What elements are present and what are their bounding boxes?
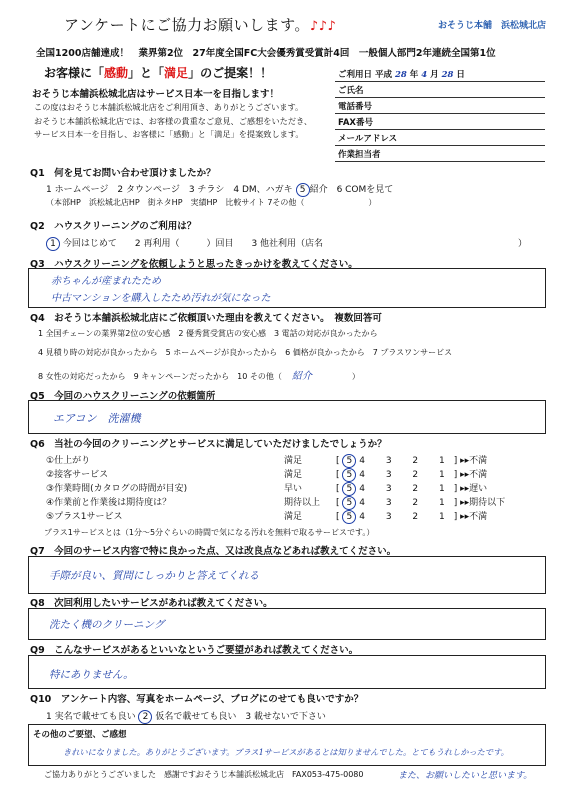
other-hand1: きれいになりました。ありがとうございます。プラス1サービスがあるとは知りませんでした。とてもうれしかったです。 (63, 747, 509, 757)
q3-hand2: 中古マンションを購入したため汚れが気になった (51, 293, 271, 304)
footer-shop: おそうじ本舗浜松城北店 FAX053-475-0080 (196, 770, 364, 779)
q6-row-4: ④作業前と作業後は期待度は？ (46, 498, 172, 508)
q5-label: Q5 今回のハウスクリーニングの依頼箇所 (30, 391, 216, 402)
q2-selected: 1 (46, 237, 60, 251)
q6-row-5: ⑤プラス1サービス (46, 512, 123, 522)
footer-thanks: ご協力ありがとうございました 感謝です。 (44, 770, 204, 779)
proposal-heading: お客様に「感動」と「満足」のご提案！！ (44, 66, 273, 80)
q6-row-1: ①仕上がり (46, 456, 91, 466)
q6-plus-note: プラス1サービスとは（1分～5分ぐらいの時間で気になる汚れを無料で取るサービスです。） (44, 528, 375, 537)
banner: 全国1200店舗達成！ 業界第2位 27年度全国FC大会優秀賞受賞計4回 一般個人部門2年連続全国第1位 (36, 48, 496, 59)
q2-close: ） (518, 239, 528, 249)
phone-field: 電話番号 (335, 98, 545, 114)
q6-rows (46, 453, 546, 525)
q2-options: 1 今回はじめて 2 再利用（ ）回目 3 他社利用（店名 (46, 236, 323, 251)
q7-hand: 手際が良い、質問にしっかりと答えてくれる (49, 570, 259, 582)
q2-label: Q2 ハウスクリーニングのご利用は？ (30, 221, 197, 232)
q9-label: Q9 こんなサービスがあるといいなというご要望があれば教えてください。 (30, 645, 359, 656)
q8-hand: 洗たく機のクリーニング (49, 619, 165, 631)
q10-label: Q10 アンケート内容、写真をホームページ、ブログにのせても良いですか？ (30, 694, 364, 705)
q4-label: Q4 おそうじ本舗浜松城北店にご依頼頂いた理由を教えてください。 複数回答可 (30, 313, 382, 324)
q3-label: Q3 ハウスクリーニングを依頼しようと思ったきっかけを教えてください。 (30, 259, 358, 270)
title-text: アンケートにご協力お願いします。 (64, 16, 310, 34)
q8-answer-box (28, 608, 546, 640)
q6-label: Q6 当社の今回のクリーニングとサービスに満足していただけましたでしょうか？ (30, 439, 387, 450)
q6-row-3: ③作業時間(カタログの時間が目安) (46, 484, 188, 494)
q7-answer-box (28, 556, 546, 594)
q3-answer-box (28, 268, 546, 308)
q1-sub: （本部HP 浜松城北店HP 街ネタHP 実績HP 比較サイト 7その他（ ） (46, 198, 377, 207)
q7-label: Q7 今回のサービス内容で特に良かった点、又は改良点などあれば教えてください。 (30, 546, 397, 557)
q10-options: 1 実名で載せても良い 2 仮名で載せても良い 3 載せないで下さい (46, 712, 326, 722)
q6-row-5-scale: 満足 [ 5 4 3 2 1] ▸▸不満 (284, 512, 488, 522)
customer-info (335, 66, 545, 162)
fax-field: FAX番号 (335, 114, 545, 130)
q10-selected: 2 (138, 710, 152, 724)
q1-options: 1 ホームページ 2 タウンページ 3 チラシ 4 DM、ハガキ 5 紹介 6 COMを見て (46, 185, 394, 195)
q6-row-2-scale: 満足 [ 5 4 3 2 1] ▸▸不満 (284, 470, 488, 480)
music-notes: ♪♪♪ (309, 19, 337, 34)
intro-text: この度はおそうじ本舗浜松城北店をご利用頂き、ありがとうございます。 おそうじ本舗浜松城北店では、お客様の貴重なご意見、ご感想をいただき、 サービス日本一を目指し、お客様に「感動」と「満足」を提案致します。 (34, 102, 313, 139)
other-label: その他のご要望、ご感想 (33, 730, 127, 740)
name-field: ご氏名 (335, 82, 545, 98)
q5-hand: エアコン 洗濯機 (53, 412, 141, 425)
q1-label: Q1 何を見てお問い合わせ頂けましたか？ (30, 168, 216, 179)
survey-title (64, 14, 336, 35)
mail-field: メールアドレス (335, 130, 545, 146)
q6-row-1-scale: 満足 [ 5 4 3 2 1] ▸▸不満 (284, 456, 488, 466)
q9-hand: 特にありません。 (49, 669, 134, 681)
q6-row-4-scale: 期待以上 [ 5 4 3 2 1] ▸▸期待以下 (284, 498, 506, 508)
shop-logo: おそうじ本舗 浜松城北店 (437, 21, 546, 31)
q4-line2: 4 見積り時の対応が良かったから 5 ホームページが良かったから 6 価格が良かったから 7 プラスワンサービス (38, 348, 453, 357)
q3-hand1: 赤ちゃんが産まれたため (51, 276, 161, 287)
date-field: ご利用日 平成 28 年 4 月 28 日 (335, 66, 545, 82)
q4-line3: 8 女性の対応だったから 9 キャンペーンだったから 10 その他（ 紹介 ） (38, 371, 360, 382)
q4-line1: 1 全国チェーンの業界第2位の安心感 2 優秀賞受賞店の安心感 3 電話の対応が良かったから (38, 329, 378, 338)
q5-answer-box (28, 400, 546, 434)
q6-row-2: ②接客サービス (46, 470, 109, 480)
other-box (28, 724, 546, 766)
q9-answer-box (28, 655, 546, 689)
q1-selected: 5 (296, 183, 310, 197)
q6-row-3-scale: 早い [ 5 4 3 2 1] ▸▸遅い (284, 484, 488, 494)
aim-text: おそうじ本舗浜松城北店はサービス日本一を目指します！ (32, 89, 280, 100)
q8-label: Q8 次回利用したいサービスがあれば教えてください。 (30, 598, 273, 609)
other-hand2: また、お願いしたいと思います。 (398, 771, 533, 781)
staff-field: 作業担当者 (335, 146, 545, 162)
